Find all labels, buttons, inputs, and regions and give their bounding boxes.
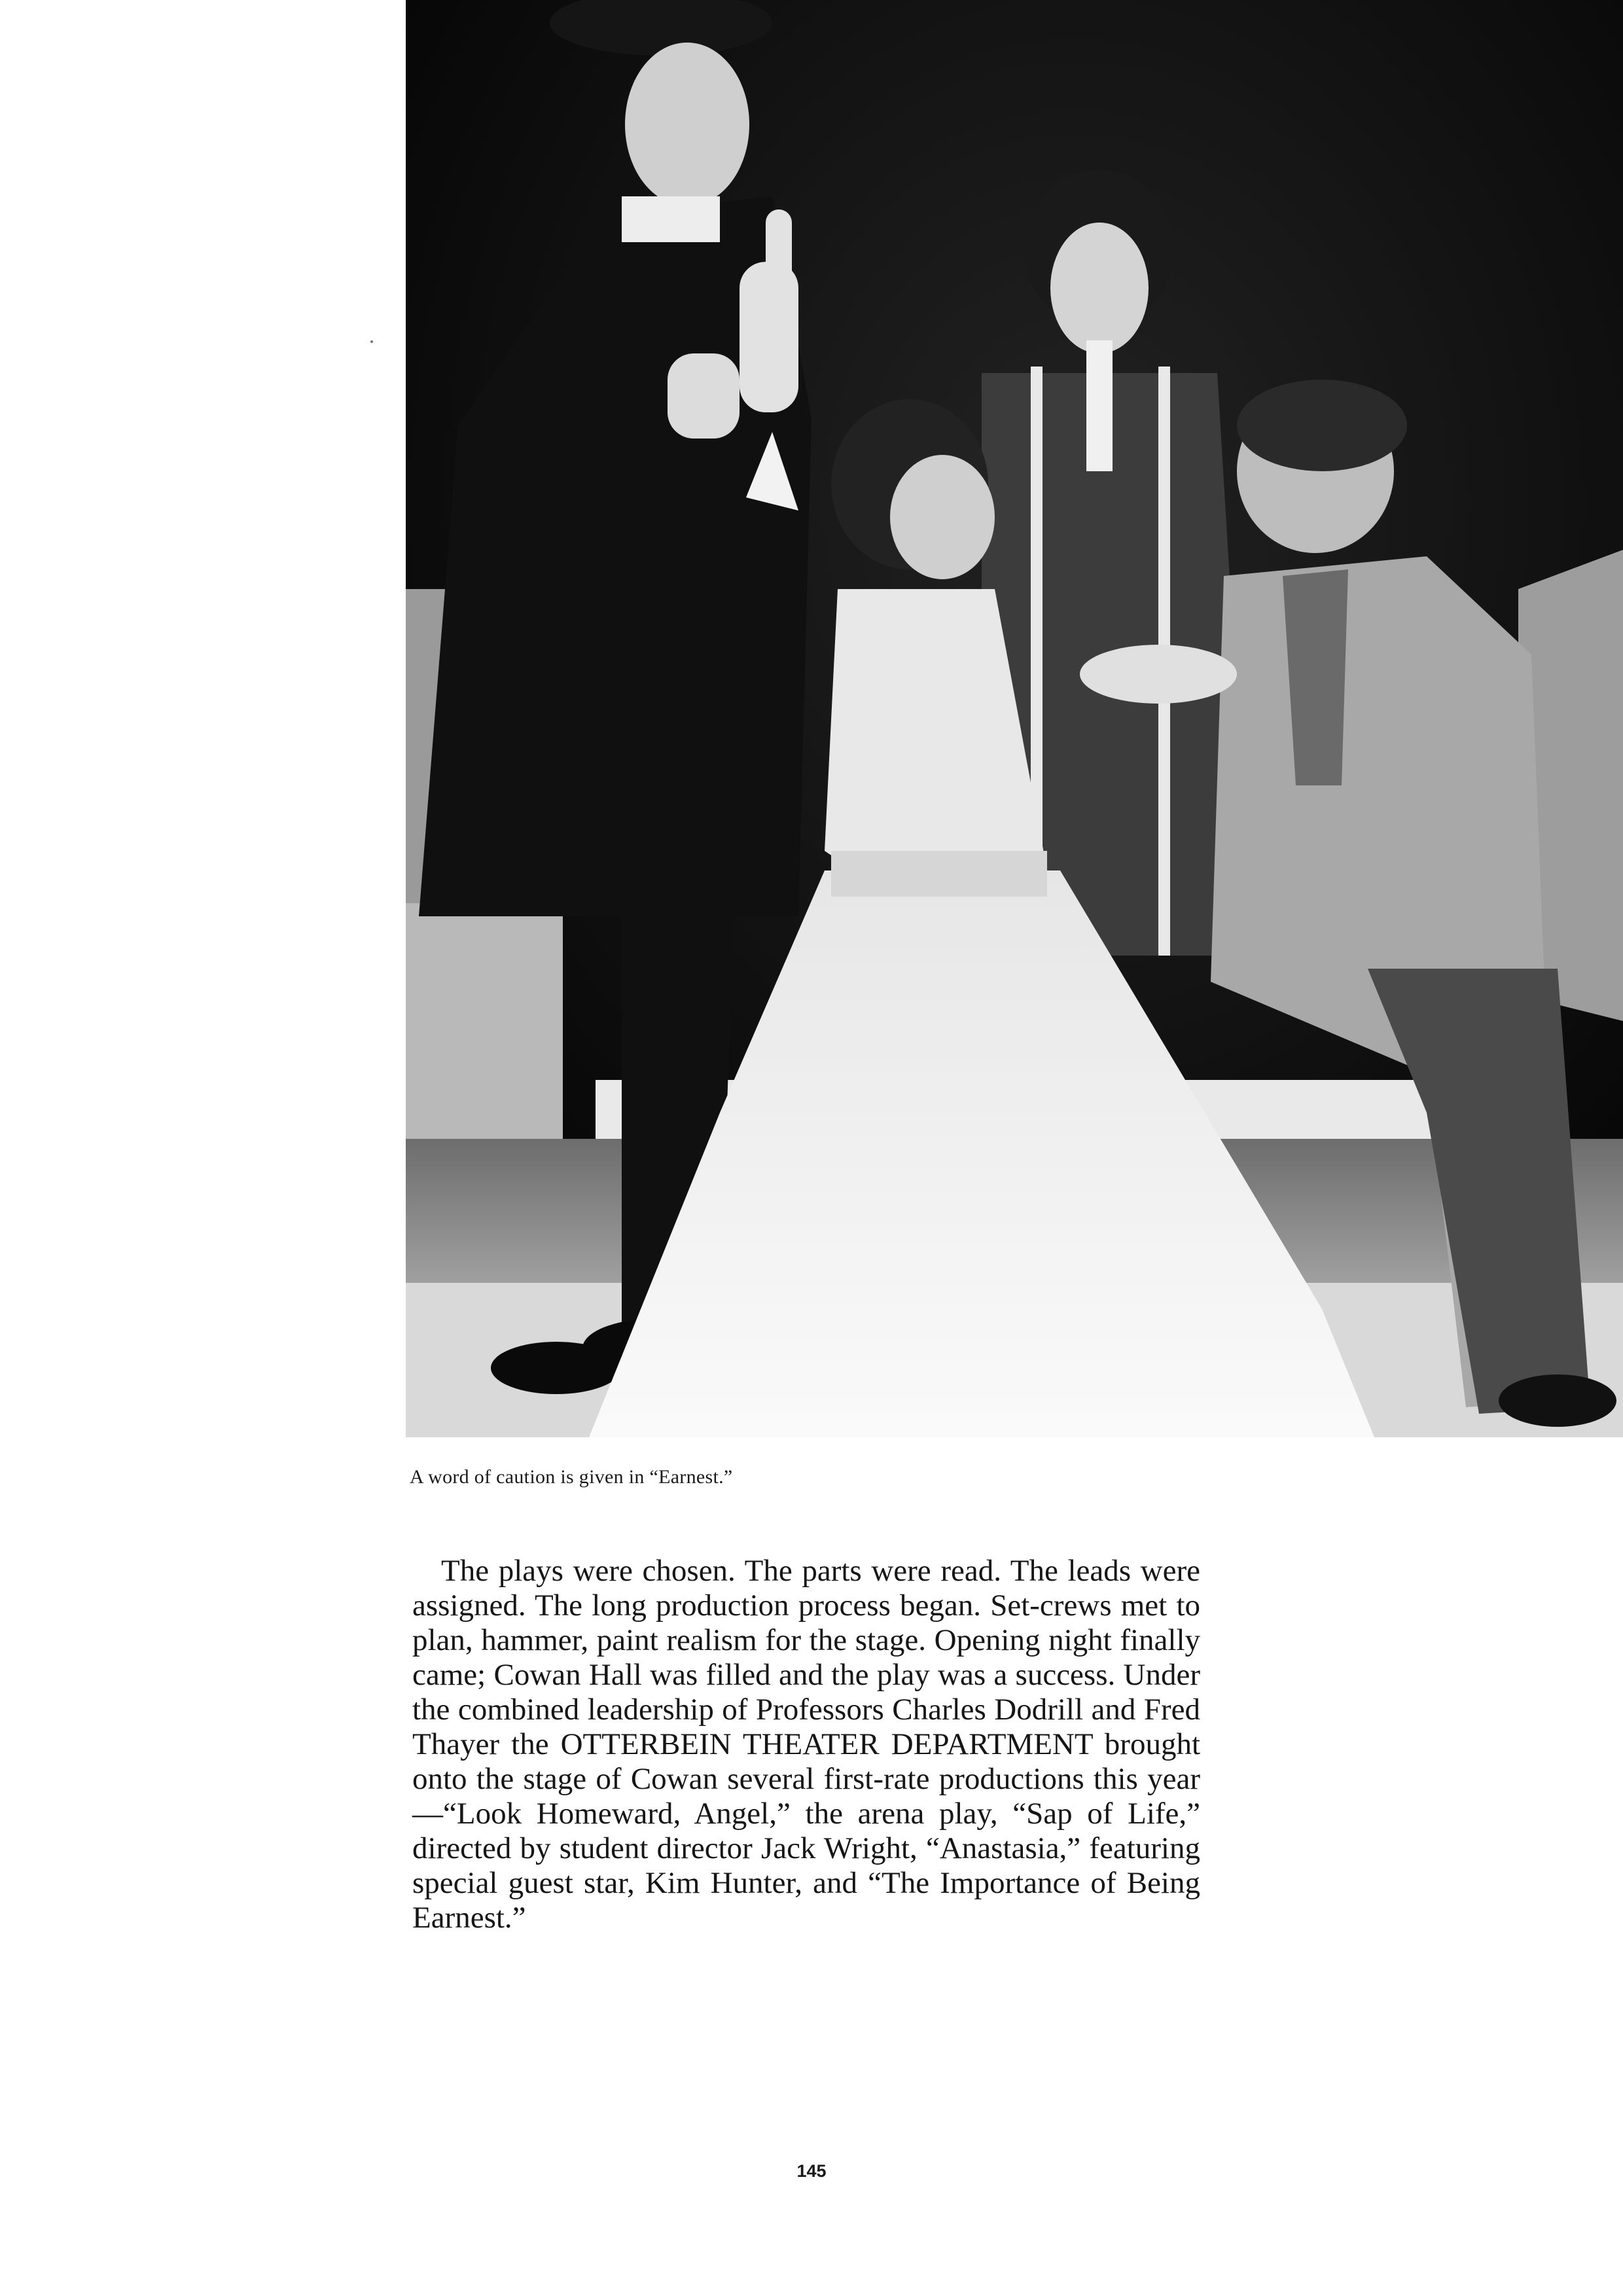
body-paragraph: The plays were chosen. The parts were read. The leads were assigned. The long production process began. Set-crews met to plan, hammer, paint realism for the stage. Opening night finally came; Cowan Hall was filled and the play was a success. Under the combined leadership of Professors Charles Dodrill and Fred Thayer the OTTERBEIN THEATER DEPARTMENT brought onto the stage of Cowan several first-rate productions this year—“Look Homeward, Angel,” the arena play, “Sap of Life,” directed by student director Jack Wright, “Anastasia,” featuring special guest star, Kim Hunter, and “The Importance of Being Earnest.” bbox=[412, 1554, 1200, 1935]
stage-photo-icon bbox=[406, 0, 1623, 1437]
photo-caption: A word of caution is given in “Earnest.” bbox=[410, 1466, 733, 1488]
stage-photograph bbox=[406, 0, 1623, 1437]
scan-speck bbox=[370, 340, 373, 343]
page-number: 145 bbox=[796, 2161, 827, 2181]
